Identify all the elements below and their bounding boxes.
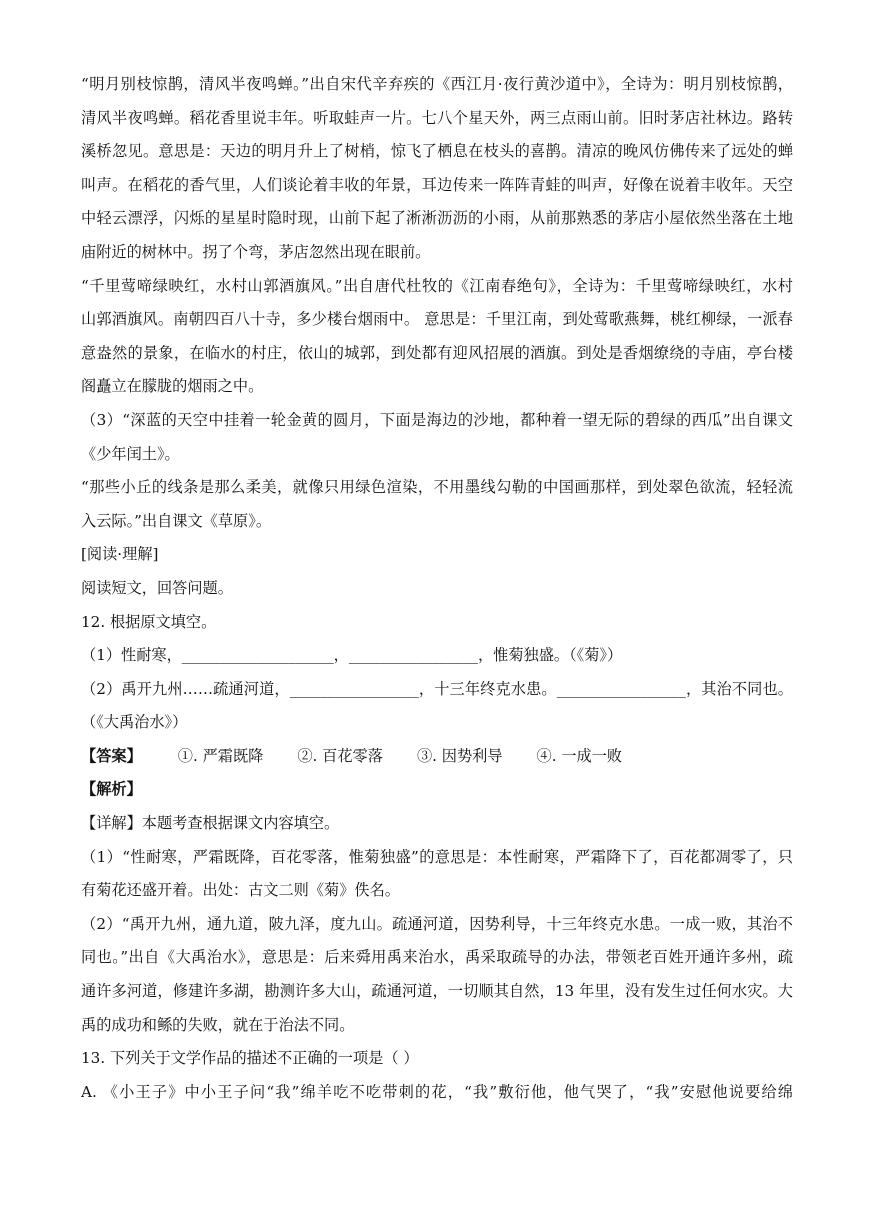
document-page (81, 68, 793, 1109)
text-line: 《少年闰土》。 (81, 444, 180, 463)
text-line: 中轻云漂浮，闪烁的星星时隐时现，山前下起了淅淅沥沥的小雨，从前那熟悉的茅店小屋依然坐落在土地 (81, 209, 793, 228)
question-13-title: 13. 下列关于文学作品的描述不正确的一项是（ ） (81, 1049, 419, 1068)
section-heading: [阅读·理解] (81, 545, 159, 564)
text-line: （1）“性耐寒，严霜既降，百花零落，惟菊独盛”的意思是：本性耐寒，严霜降下了，百花都凋零了，只 (81, 847, 793, 866)
analysis-label: 【解析】 (81, 780, 142, 799)
text-line: 入云际。”出自课文《草原》。 (81, 511, 272, 530)
text-line: 叫声。在稻花的香气里，人们谈论着丰收的年景，耳边传来一阵阵青蛙的叫声，好像在说着丰收年。天空 (81, 175, 793, 194)
text-line: 通许多河道，修建许多湖，勘测许多大山，疏通河道，一切顺其自然，13 年里，没有发生过任何水灾。大 (81, 982, 793, 1001)
text-line: “明月别枝惊鹊，清风半夜鸣蝉。”出自宋代辛弃疾的《西江月·夜行黄沙道中》，全诗为：明月别枝惊鹊， (81, 75, 793, 93)
text-line: 意盎然的景象，在临水的村庄，依山的城郭，到处都有迎风招展的酒旗。到处是香烟缭绕的寺庙，亭台楼 (81, 343, 793, 362)
answer-row (81, 740, 793, 774)
answer-option: ④. 一成一败 (536, 746, 623, 765)
instruction-text: 阅读短文，回答问题。 (81, 578, 233, 597)
text-line: 庙附近的树林中。拐了个弯，茅店忽然出现在眼前。 (81, 242, 431, 261)
text-line: 同也。”出自《大禹治水》，意思是：后来舜用禹来治水，禹采取疏导的办法，带领老百姓开通许多州，疏 (81, 948, 793, 967)
answer-option: ①. 严霜既降 (177, 746, 264, 765)
text-line: 溪桥忽见。意思是：天边的明月升上了树梢，惊飞了栖息在枝头的喜鹊。清凉的晚风仿佛传来了远处的蝉 (81, 142, 793, 161)
text-line: 禹的成功和鲧的失败，就在于治法不同。 (81, 1015, 355, 1034)
text-line: 清风半夜鸣蝉。稻花香里说丰年。听取蛙声一片。七八个星天外，两三点雨山前。旧时茅店社林边。路转 (81, 108, 793, 127)
answer-label: 【答案】 (81, 746, 142, 765)
detail-intro: 【详解】本题考查根据课文内容填空。 (81, 814, 340, 833)
answer-option: ③. 因势利导 (416, 746, 503, 765)
text-line: （3）“深蓝的天空中挂着一轮金黄的圆月，下面是海边的沙地，都种着一望无际的碧绿的西瓜”出自课文 (81, 410, 793, 429)
text-line: “那些小丘的线条是那么柔美，就像只用绿色渲染，不用墨线勾勒的中国画那样，到处翠色欲流，轻轻流 (81, 478, 793, 497)
question-12-part-1: （1）性耐寒，____________________，_________________，惟菊独盛。（《菊》） (81, 646, 623, 665)
question-12-source: （《大禹治水》） (81, 713, 188, 732)
question-12-part-2: （2）禹开九州……疏通河道，_________________，十三年终克水患。_________________，其治不同也。 (81, 679, 793, 698)
text-line: “千里莺啼绿映红，水村山郭酒旗风。”出自唐代杜牧的《江南春绝句》，全诗为：千里莺啼绿映红，水村 (81, 276, 793, 295)
text-line: （2）“禹开九州，通九道，陂九泽，度九山。疏通河道，因势利导，十三年终克水患。一成一败，其治不 (81, 914, 793, 933)
question-13-option-a: A. 《小王子》中小王子问“我”绵羊吃不吃带刺的花，“我”敷衍他，他气哭了，“我”安慰他说要给绵 (81, 1082, 793, 1101)
text-line: 阁矗立在朦胧的烟雨之中。 (81, 377, 264, 396)
answer-option: ②. 百花零落 (297, 746, 383, 765)
question-12-title: 12. 根据原文填空。 (81, 612, 217, 631)
text-line: 山郭酒旗风。南朝四百八十寺，多少楼台烟雨中。 意思是：千里江南，到处莺歌燕舞，桃红柳绿，一派春 (81, 310, 793, 329)
text-line: 有菊花还盛开着。出处：古文二则《菊》佚名。 (81, 881, 400, 900)
